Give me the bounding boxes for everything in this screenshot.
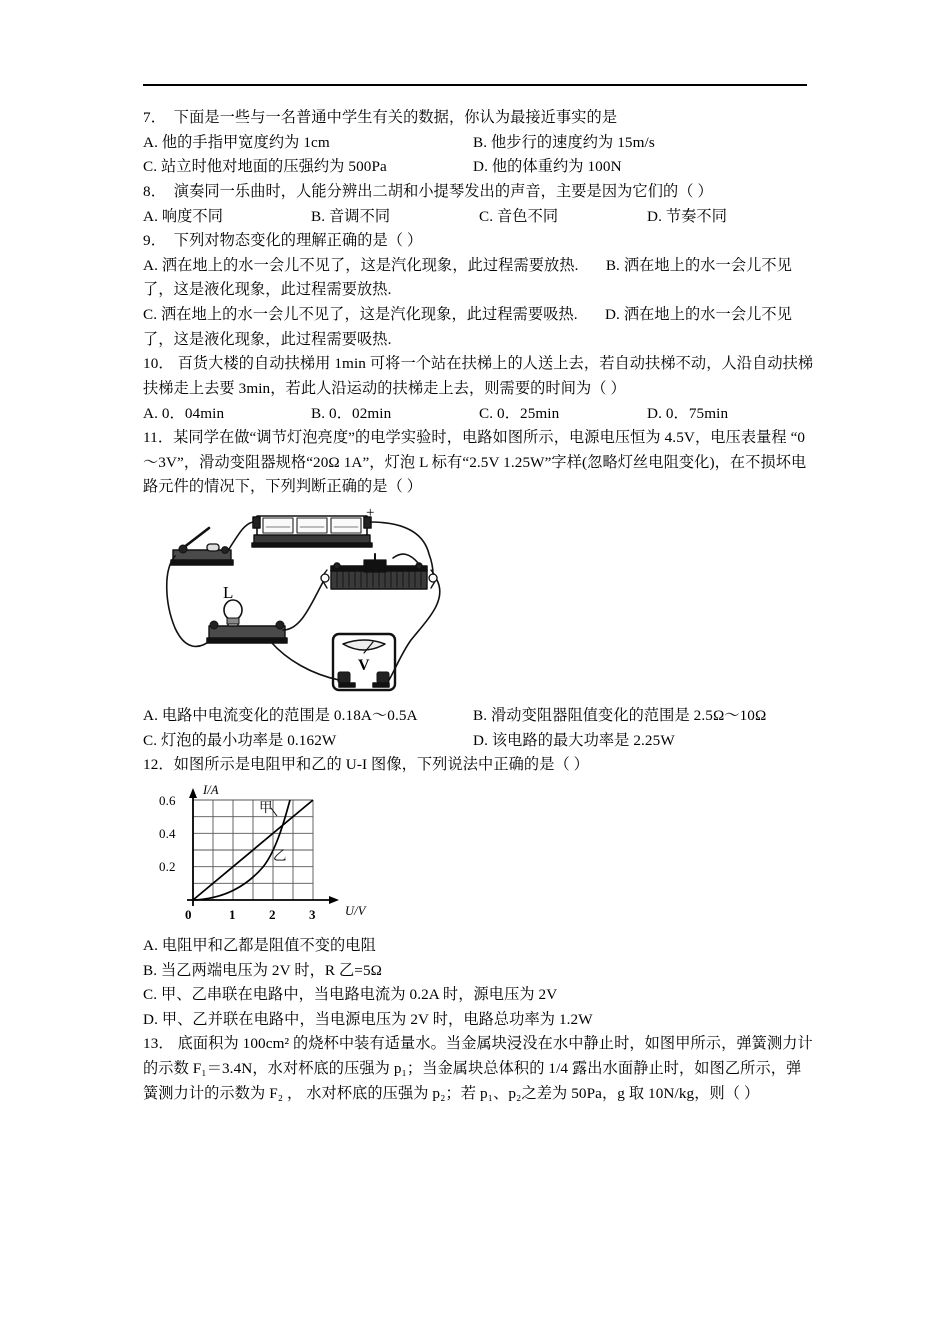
- question-12-text: 如图所示是电阻甲和乙的 U-I 图像，下列说法中正确的是（ ）: [173, 756, 589, 774]
- question-11-option-a[interactable]: A. 电路中电流变化的范围是 0.18A～0.5A: [143, 707, 418, 724]
- question-11-number: 11．: [143, 429, 174, 447]
- question-8-number: 8．: [143, 182, 166, 200]
- question-11-text: 某同学在做“调节灯泡亮度”的电学实验时，电路如图所示，电源电压恒为 4.5V，电压表量程 “0～3V”，滑动变阻器规格“20Ω 1A”，灯泡 L 标有“2.5V 1.25W”字样(忽略灯丝电阻变化)，在不损坏电路元件的情况下，下列判断正确的是（ ）: [143, 429, 807, 496]
- question-9-number: 9．: [143, 232, 166, 250]
- y-axis-arrow: [189, 788, 197, 798]
- question-11-option-c[interactable]: C. 灯泡的最小功率是 0.162W: [143, 731, 337, 749]
- question-9-option-b[interactable]: B. 洒在地上的水一会儿不见了，这是液化现象，此过程需要放热.: [143, 256, 792, 299]
- x-tick-2: 2: [269, 906, 276, 922]
- battery-pack-icon: [252, 516, 372, 547]
- question-13: [143, 1032, 815, 1106]
- question-8-option-d[interactable]: D. 节奏不同: [647, 207, 728, 225]
- question-11: [143, 426, 815, 753]
- question-9-option-d[interactable]: D. 洒在地上的水一会儿不见了，这是液化现象，此过程需要吸热.: [143, 306, 792, 348]
- question-12-stem: [143, 753, 815, 778]
- question-13-number: 13．: [143, 1035, 174, 1053]
- y-tick-0.4: 0.4: [159, 825, 176, 841]
- question-12-option-b-text: B. 当乙两端电压为 2V 时，R 乙=5Ω: [143, 961, 383, 979]
- question-9-option-a[interactable]: A. 洒在地上的水一会儿不见了，这是汽化现象，此过程需要放热.: [143, 256, 579, 274]
- question-9-options-cd: [143, 303, 815, 352]
- question-9-option-c[interactable]: C. 洒在地上的水一会儿不见了，这是汽化现象，此过程需要吸热.: [143, 306, 578, 323]
- y-axis-title: I/A: [203, 782, 219, 797]
- question-12-option-c[interactable]: C. 甲、乙串联在电路中，当电路电流为 0.2A 时，源电压为 2V: [143, 986, 558, 1004]
- circuit-diagram-figure: [161, 508, 461, 698]
- rheostat-icon: [321, 554, 437, 589]
- x-tick-1: 1: [229, 906, 236, 922]
- x-tick-0: 0: [185, 906, 192, 922]
- question-11-option-b[interactable]: B. 滑动变阻器阻值变化的范围是 2.5Ω～10Ω: [473, 707, 767, 724]
- question-8-stem: [143, 180, 815, 205]
- question-11-option-d[interactable]: D. 该电路的最大功率是 2.25W: [473, 731, 675, 749]
- question-9-text: 下列对物态变化的理解正确的是（ ）: [173, 232, 423, 250]
- question-12-option-a[interactable]: A. 电阻甲和乙都是阻值不变的电阻: [143, 936, 376, 954]
- question-8-options-row: [143, 205, 815, 230]
- question-11-options-row-2: [143, 729, 815, 754]
- x-axis-arrow: [329, 896, 339, 904]
- question-7-option-b[interactable]: B. 他步行的速度约为 15m/s: [473, 133, 655, 151]
- switch-icon: [171, 528, 233, 565]
- question-10-stem: [143, 352, 815, 401]
- y-tick-0.6: 0.6: [159, 792, 176, 808]
- question-7-options-row-2: [143, 155, 815, 180]
- lamp-icon: [207, 600, 287, 643]
- question-10-option-c[interactable]: C. 0．25min: [479, 404, 560, 422]
- question-10-option-b[interactable]: B. 0．02min: [311, 404, 392, 422]
- series-yi-label: 乙: [273, 847, 287, 863]
- voltmeter-label: V: [358, 657, 370, 674]
- x-axis-title: U/V: [345, 903, 366, 918]
- question-12: [143, 753, 815, 1032]
- header-divider: [143, 84, 807, 86]
- question-7: [143, 106, 815, 180]
- question-11-stem: [143, 426, 815, 500]
- question-8-option-b[interactable]: B. 音调不同: [311, 207, 391, 225]
- lamp-label: L: [223, 583, 234, 602]
- x-tick-3: 3: [309, 906, 316, 922]
- document-content: [143, 106, 815, 1106]
- question-7-option-a[interactable]: A. 他的手指甲宽度约为 1cm: [143, 133, 330, 151]
- question-10-text: 百货大楼的自动扶梯用 1min 可将一个站在扶梯上的人送上去，若自动扶梯不动，人沿自动扶梯扶梯走上去要 3min，若此人沿运动的扶梯走上去，则需要的时间为（ ）: [143, 355, 814, 397]
- question-7-text: 下面是一些与一名普通中学生有关的数据，你认为最接近事实的是: [173, 109, 618, 126]
- question-11-options-row-1: [143, 704, 815, 729]
- question-7-option-d[interactable]: D. 他的体重约为 100N: [473, 158, 622, 176]
- question-8: [143, 180, 815, 229]
- question-13-text: 底面积为 100cm² 的烧杯中装有适量水。当金属块浸没在水中静止时，如图甲所示，弹簧测力计的示数 F₁＝3.4N，水对杯底的压强为 p₁；当金属块总体积的 1/4 露出水面静止时，如图乙所示，弹簧测力计的示数为 F₂ ， 水对杯底的压强为 p₂；若 p₁、p₂之差为 50Pa，g 取 10N/kg，则（ ）: [143, 1035, 813, 1102]
- question-8-option-c[interactable]: C. 音色不同: [479, 207, 559, 225]
- question-10-options-row: [143, 402, 815, 427]
- question-12-number: 12．: [143, 756, 174, 774]
- y-tick-0.2: 0.2: [159, 858, 176, 874]
- question-8-option-a[interactable]: A. 响度不同: [143, 207, 224, 225]
- question-12-option-b[interactable]: [143, 959, 815, 984]
- question-10: [143, 352, 815, 426]
- ui-graph-figure: [155, 782, 415, 932]
- question-9-options-ab: [143, 254, 815, 303]
- question-10-number: 10．: [143, 355, 174, 373]
- question-7-option-c[interactable]: C. 站立时他对地面的压强约为 500Pa: [143, 158, 387, 176]
- question-9-stem: [143, 229, 815, 254]
- question-8-text: 演奏同一乐曲时，人能分辨出二胡和小提琴发出的声音，主要是因为它们的（ ）: [173, 182, 713, 200]
- question-7-stem: [143, 106, 815, 131]
- question-7-number: 7．: [143, 109, 166, 126]
- question-10-option-a[interactable]: A. 0．04min: [143, 404, 225, 422]
- question-13-stem: [143, 1032, 815, 1106]
- question-12-option-d[interactable]: D. 甲、乙并联在电路中，当电源电压为 2V 时，电路总功率为 1.2W: [143, 1010, 593, 1028]
- question-7-options-row-1: [143, 131, 815, 156]
- series-jia-label: 甲: [259, 799, 273, 815]
- battery-positive-label: +: [366, 508, 375, 521]
- question-10-option-d[interactable]: D. 0．75min: [647, 404, 729, 422]
- question-9: [143, 229, 815, 352]
